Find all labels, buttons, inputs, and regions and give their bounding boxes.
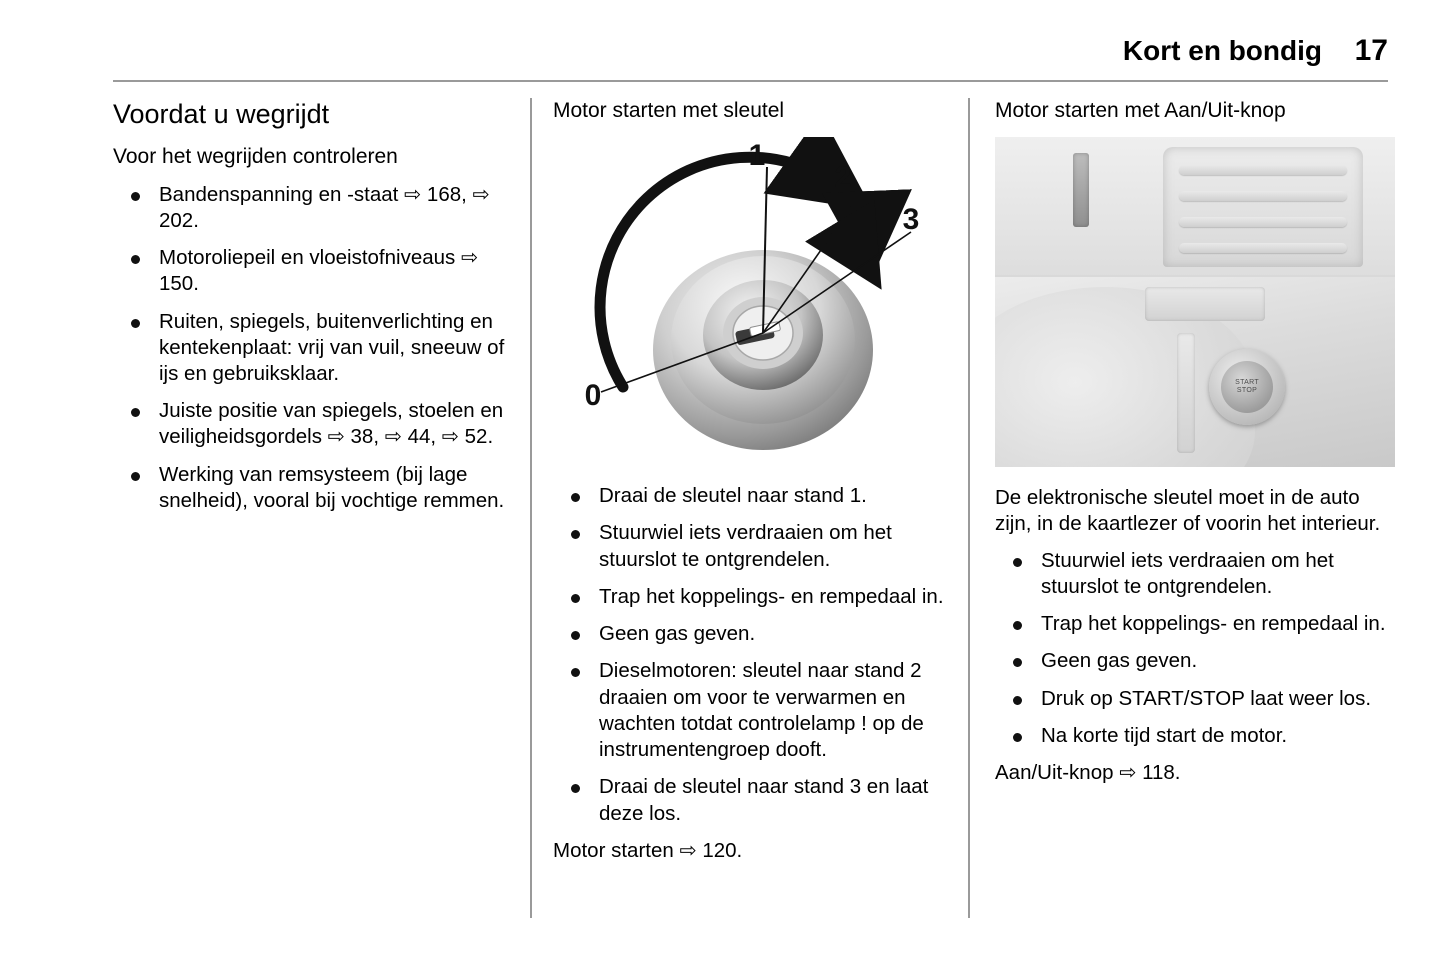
console-trim-2 (1177, 333, 1195, 453)
start-with-key-steps (553, 483, 963, 827)
header-divider (113, 80, 1388, 82)
page-title: Kort en bondig (1122, 35, 1322, 66)
checklist-before-driving (113, 182, 513, 515)
list-item: Bandenspanning en -staat ⇨ 168, ⇨ 202. (113, 182, 513, 234)
list-item: Werking van remsysteem (bij lage snelheid), vooral bij vochtige remmen. (113, 462, 513, 514)
start-with-button-steps (995, 548, 1395, 749)
svg-text:3: 3 (902, 203, 920, 237)
list-item: Stuurwiel iets verdraaien om het stuurslot te ontgrendelen. (553, 520, 963, 572)
section-title-before-driving: Voordat u wegrijdt (113, 99, 330, 129)
ignition-switch-diagram (551, 137, 961, 467)
cross-reference-start-engine: Motor starten ⇨ 120. (553, 838, 743, 862)
list-item: Draai de sleutel naar stand 3 en laat deze los. (553, 774, 963, 826)
section-title-start-with-button: Motor starten met Aan/Uit-knop (995, 99, 1286, 122)
list-item: Motoroliepeil en vloeistofniveaus ⇨ 150. (113, 245, 513, 297)
page-header (113, 34, 1388, 68)
list-item: Ruiten, spiegels, buitenverlichting en kentekenplaat: vrij van vuil, sneeuw of ijs en gebruiksklaar. (113, 309, 513, 388)
list-item: Trap het koppelings- en rempedaal in. (553, 584, 963, 610)
column-start-with-button (995, 98, 1395, 796)
section-subtitle-checks: Voor het wegrijden controleren (113, 145, 398, 169)
list-item: Druk op START/STOP laat weer los. (995, 686, 1395, 712)
column-start-with-key (553, 98, 963, 874)
list-item: Juiste positie van spiegels, stoelen en veiligheidsgordels ⇨ 38, ⇨ 44, ⇨ 52. (113, 398, 513, 450)
svg-text:0: 0 (584, 379, 602, 413)
start-stop-button-photo (995, 137, 1395, 467)
list-item: Dieselmotoren: sleutel naar stand 2 draaien om voor te verwarmen en wachten totdat controlelamp ! op de instrumentengroep dooft. (553, 658, 963, 763)
list-item: Draai de sleutel naar stand 1. (553, 483, 963, 509)
page-number: 17 (1354, 34, 1388, 67)
list-item: Geen gas geven. (553, 621, 963, 647)
column-divider-2 (968, 98, 970, 918)
electronic-key-note: De elektronische sleutel moet in de auto zijn, in de kaartlezer of voorin het interieur. (995, 486, 1381, 536)
list-item: Geen gas geven. (995, 648, 1395, 674)
section-title-start-with-key: Motor starten met sleutel (553, 99, 785, 122)
start-stop-button[interactable] (1221, 361, 1273, 413)
air-vent (1163, 147, 1363, 267)
start-stop-button-label: START STOP (1235, 379, 1259, 395)
column-before-driving (113, 98, 513, 525)
list-item: Stuurwiel iets verdraaien om het stuurslot te ontgrendelen. (995, 548, 1395, 600)
start-stop-button-bezel (1209, 349, 1285, 425)
svg-text:1: 1 (748, 139, 766, 173)
svg-text:2: 2 (834, 161, 852, 195)
column-divider-1 (530, 98, 532, 918)
list-item: Na korte tijd start de motor. (995, 723, 1395, 749)
list-item: Trap het koppelings- en rempedaal in. (995, 611, 1395, 637)
cross-reference-power-button: Aan/Uit-knop ⇨ 118. (995, 761, 1181, 785)
console-trim-1 (1145, 287, 1265, 321)
vent-slider (1073, 153, 1089, 227)
